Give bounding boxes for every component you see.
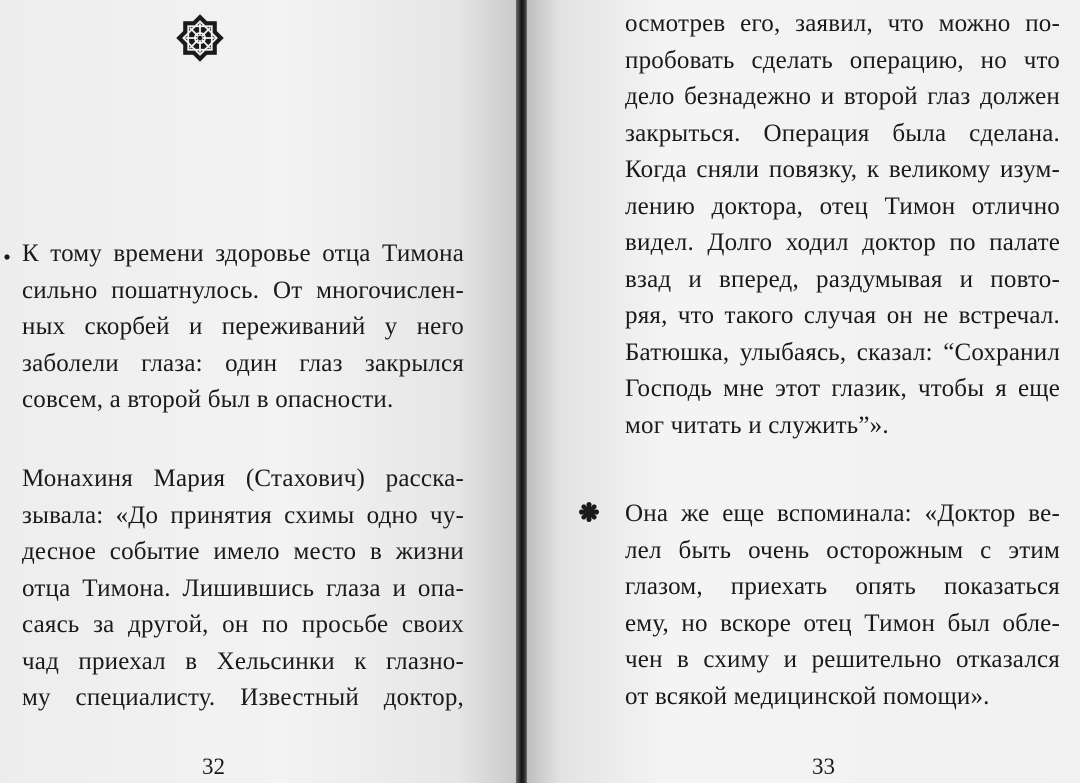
- text-line: Господь мне этот глазик, чтобы я еще: [625, 375, 1060, 402]
- text-line: саясь за другой, он по просьбе своих: [22, 611, 464, 638]
- text-line: совсем, а второй был в опасности.: [22, 386, 394, 413]
- star-flower-bullet-icon: [578, 501, 600, 523]
- text-line: мог читать и служить”».: [625, 411, 889, 439]
- octagram-knot-ornament-icon: [172, 10, 228, 66]
- text-line: чен в схиму и решительно отказался: [625, 646, 1060, 673]
- left-paragraph-1: [22, 236, 464, 419]
- text-line: взад и вперед, раздумывая и повто-: [625, 265, 1060, 293]
- text-line: Монахиня Мария (Стахович) расска-: [22, 465, 464, 492]
- text-line: му специалисту. Известный доктор,: [22, 684, 464, 711]
- text-line: закрыться. Операция была сделана.: [625, 119, 1060, 147]
- text-line: ряя, что такого случая он не встречал.: [625, 302, 1060, 329]
- right-page: [527, 0, 1080, 783]
- text-line: лел быть очень осторожным с этим: [625, 536, 1060, 564]
- text-line: видел. Долго ходил доктор по палате: [625, 229, 1060, 256]
- text-line: Когда сняли повязку, к великому изум-: [625, 156, 1060, 183]
- text-line: пробовать сделать операцию, но что: [625, 46, 1060, 74]
- left-paragraph-2: [22, 461, 464, 717]
- text-line: чад приехал в Хельсинки к глазно-: [22, 647, 464, 675]
- text-line: осмотрев его, заявил, что можно по-: [625, 10, 1060, 37]
- text-line: от всякой медицинской помощи».: [625, 682, 990, 710]
- text-line: десное событие имело место в жизни: [22, 538, 464, 565]
- small-dot-bullet-icon: [2, 252, 12, 262]
- text-line: сильно пошатнулось. От многочислен-: [22, 276, 464, 304]
- page-number-left: 32: [202, 754, 225, 779]
- text-line: заболели глаза: один глаз закрылся: [22, 349, 464, 377]
- text-line: К тому времени здоровье отца Тимона: [22, 240, 464, 267]
- text-line: ему, но вскоре отец Тимон был обле-: [625, 609, 1060, 637]
- text-line: зывала: «До принятия схимы одно чу-: [22, 501, 464, 529]
- page-number-right: 33: [812, 754, 835, 779]
- text-line: Она же еще вспоминала: «Доктор ве-: [625, 500, 1060, 527]
- text-line: отца Тимона. Лишившись глаза и опа-: [22, 574, 464, 602]
- left-page: [0, 0, 518, 783]
- text-line: Батюшка, улыбаясь, сказал: “Сохранил: [625, 338, 1060, 366]
- text-line: дело безнадежно и второй глаз должен: [625, 83, 1060, 110]
- text-line: ных скорбей и переживаний у него: [22, 313, 464, 340]
- text-line: лению доктора, отец Тимон отлично: [625, 192, 1060, 220]
- right-paragraph-1: [625, 6, 1060, 444]
- text-line: глазом, приехать опять показаться: [625, 573, 1060, 600]
